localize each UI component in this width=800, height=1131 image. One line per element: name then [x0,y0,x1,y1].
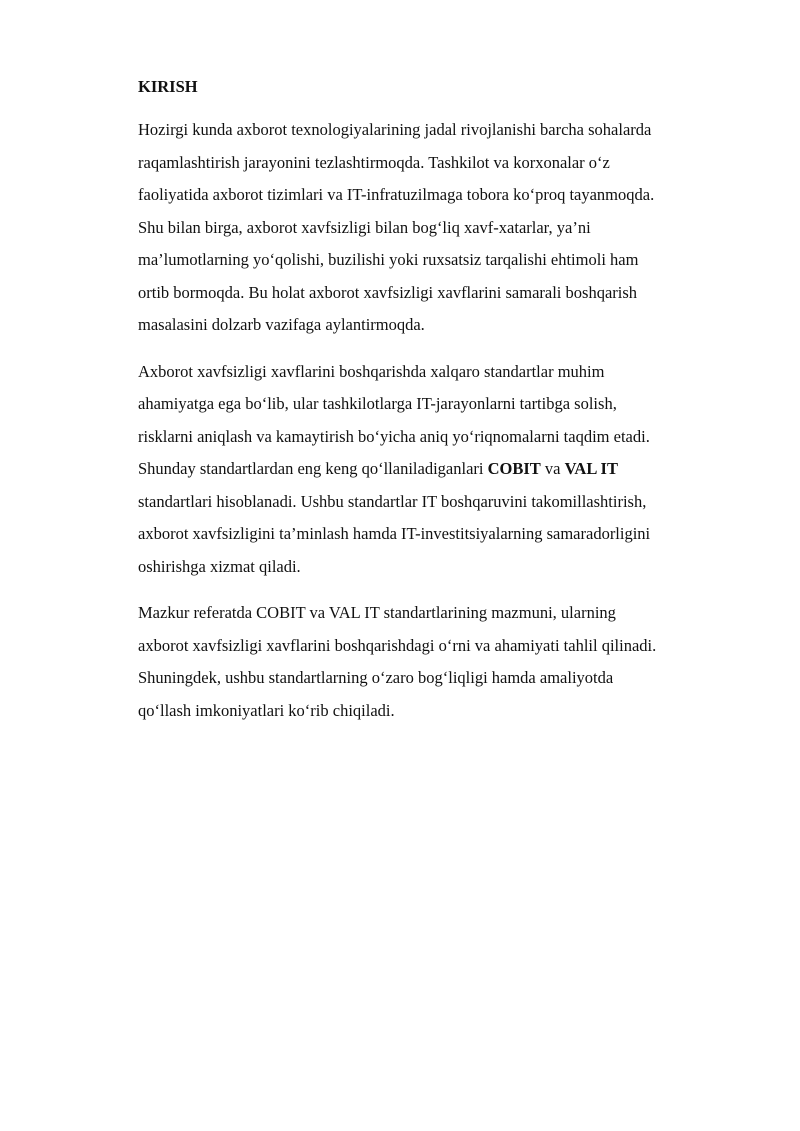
text-line-mixed [138,453,738,486]
text-line: ortib bormoqda. Bu holat axborot xavfsizligi xavflarini samarali boshqarish [138,282,638,302]
text-line: Hozirgi kunda axborot texnologiyalarining jadal rivojlanishi barcha sohalarda [138,120,652,139]
text-line: axborot xavfsizligi xavflarini boshqarishdagi o‘rni va ahamiyati tahlil qilinadi. [138,635,657,655]
text-line: Mazkur referatda COBIT va VAL IT standartlarining mazmuni, ularning [138,603,616,622]
text-line: standartlari hisoblanadi. Ushbu standartlar IT boshqaruvini takomillashtirish, [138,491,647,511]
text-line: risklarni aniqlash va kamaytirish bo‘yicha aniq yo‘riqnomalarni taqdim etadi. [138,426,650,446]
standard-name-cobit: COBIT [487,459,541,478]
text-line: Axborot xavfsizligi xavflarini boshqarishda xalqaro standartlar muhim [138,361,605,381]
paragraph-3 [138,597,738,727]
text-line: ahamiyatga ega bo‘lib, ular tashkilotlarga IT-jarayonlarni tartibga solish, [138,394,617,413]
text-line: axborot xavfsizligini ta’minlash hamda IT-investitsiyalarning samaradorligini [138,524,651,543]
text-segment: Shunday standartlardan eng keng qo‘llaniladiganlari [138,459,488,478]
text-segment: va [540,459,565,478]
text-line: ma’lumotlarning yo‘qolishi, buzilishi yoki ruxsatsiz tarqalishi ehtimoli ham [138,250,639,269]
text-line: faoliyatida axborot tizimlari va IT-infratuzilmaga tobora ko‘proq tayanmoqda. [138,185,655,204]
text-line: oshirishga xizmat qiladi. [138,556,301,576]
text-line: masalasini dolzarb vazifaga aylantirmoqda. [138,315,425,334]
standard-name-val-it: VAL IT [564,459,618,478]
paragraph-2 [138,356,738,584]
text-line: raqamlashtirish jarayonini tezlashtirmoqda. Tashkilot va korxonalar o‘z [138,152,610,172]
section-heading: KIRISH [138,77,198,96]
paragraph-1 [138,114,738,342]
text-line: Shuningdek, ushbu standartlarning o‘zaro bog‘liqligi hamda amaliyotda [138,668,614,687]
document-body [138,76,738,741]
text-line: Shu bilan birga, axborot xavfsizligi bilan bog‘liq xavf-xatarlar, ya’ni [138,217,591,237]
text-line: qo‘llash imkoniyatlari ko‘rib chiqiladi. [138,700,395,720]
